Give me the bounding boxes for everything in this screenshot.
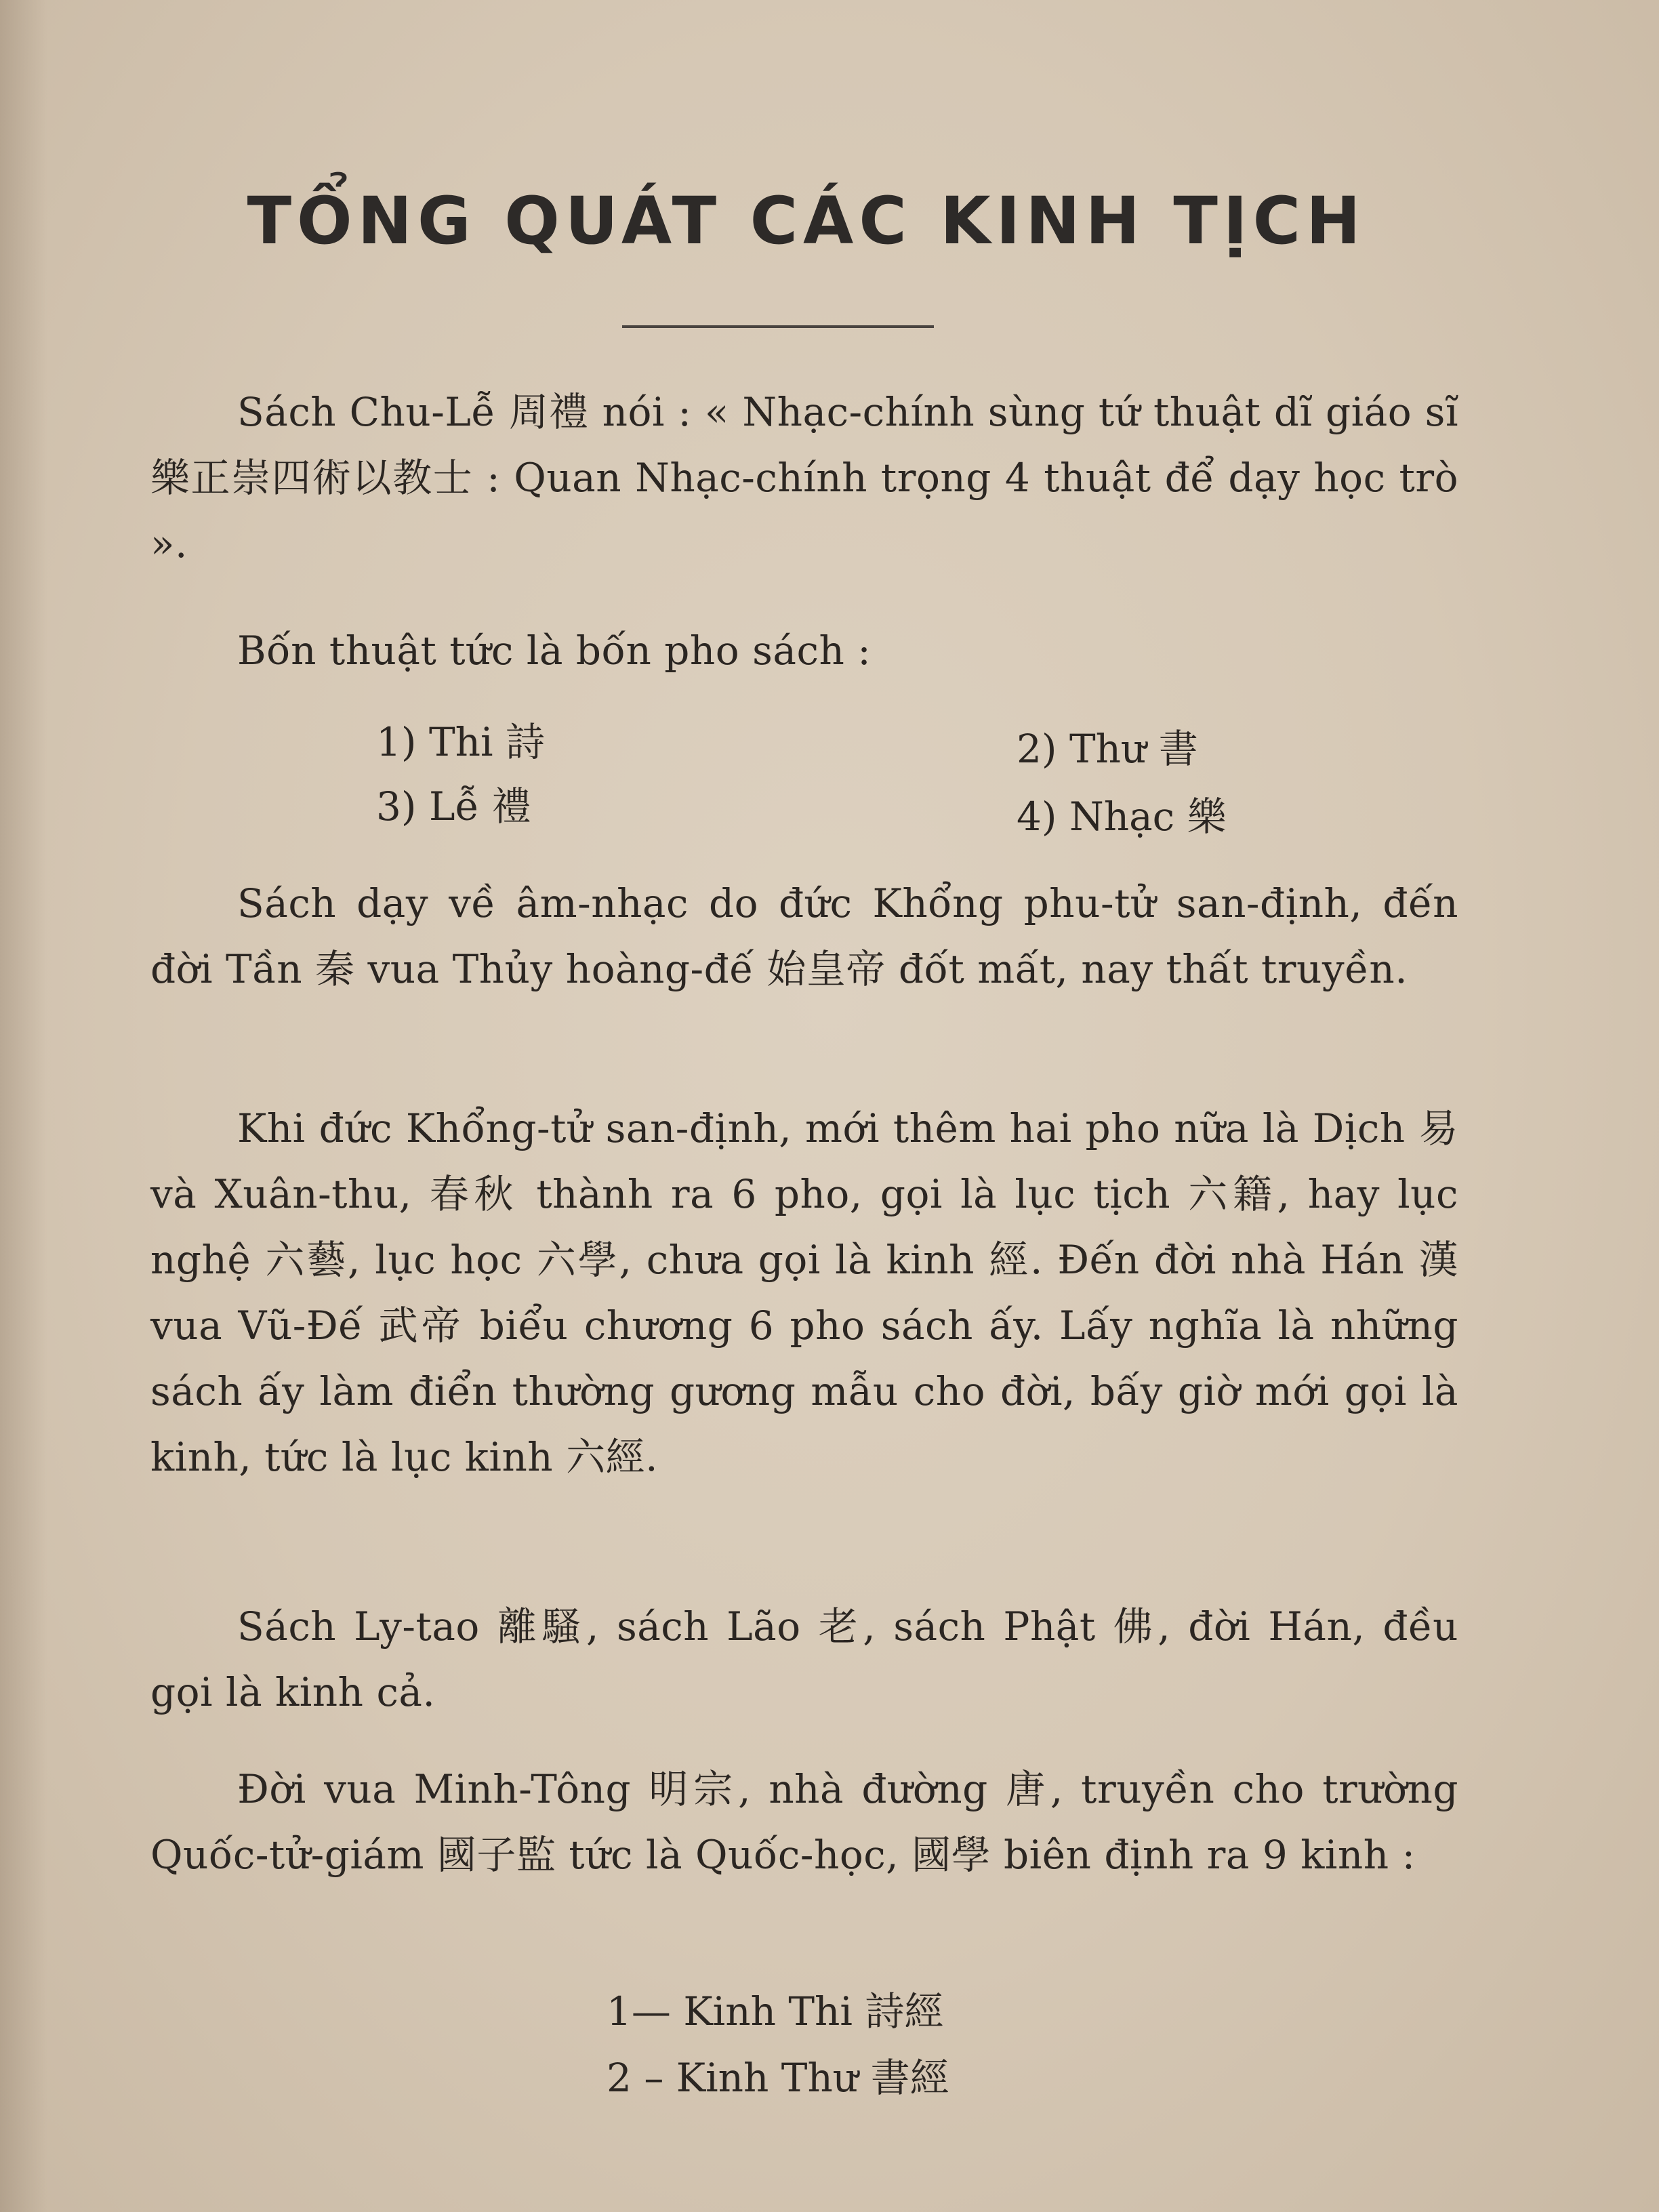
- nine-classics-item-2: 2 – Kinh Thư 書經: [607, 2055, 949, 2101]
- title-underline: [622, 325, 934, 328]
- paragraph-four-arts-intro: Bốn thuật tức là bốn pho sách :: [237, 628, 872, 674]
- four-arts-item-1: 1) Thi 詩: [376, 719, 545, 765]
- four-arts-item-2: 2) Thư 書: [1017, 726, 1198, 772]
- four-arts-item-3: 3) Lễ 禮: [376, 783, 531, 830]
- paragraph-music-book: Sách dạy về âm-nhạc do đức Khổng phu-tử san-định, đến đời Tần 秦 vua Thủy hoàng-đế 始皇帝 đốt mất, nay thất truyền.: [150, 880, 1458, 992]
- page-title: TỔNG QUÁT CÁC KINH TỊCH: [247, 183, 1366, 259]
- paragraph-chu-le: Sách Chu-Lễ 周禮 nói : « Nhạc-chính sùng tứ thuật dĩ giáo sĩ 樂正崇四術以教士 : Quan Nhạc-chính trọng 4 thuật để dạy học trò ».: [150, 389, 1458, 567]
- paragraph-other-kinh: Sách Ly-tao 離騷, sách Lão 老, sách Phật 佛, đời Hán, đều gọi là kinh cả.: [150, 1603, 1458, 1715]
- nine-classics-item-1: 1— Kinh Thi 詩經: [607, 1988, 944, 2034]
- paragraph-six-classics: Khi đức Khổng-tử san-định, mới thêm hai pho nữa là Dịch 易 và Xuân-thu, 春秋 thành ra 6 pho, gọi là lục tịch 六籍, hay lục nghệ 六藝, lục học 六學, chưa gọi là kinh 經. Đến đời nhà Hán 漢 vua Vũ-Đế 武帝 biểu chương 6 pho sách ấy. Lấy nghĩa là những sách ấy làm điển thường gương mẫu cho đời, bấy giờ mới gọi là kinh, tức là lục kinh 六經.: [150, 1105, 1458, 1480]
- page-gutter-shadow: [0, 0, 47, 2212]
- four-arts-item-4: 4) Nhạc 樂: [1017, 794, 1227, 840]
- paragraph-nine-classics-intro: Đời vua Minh-Tông 明宗, nhà đường 唐, truyền cho trường Quốc-tử-giám 國子監 tức là Quốc-học, 國學 biên định ra 9 kinh :: [150, 1766, 1458, 1878]
